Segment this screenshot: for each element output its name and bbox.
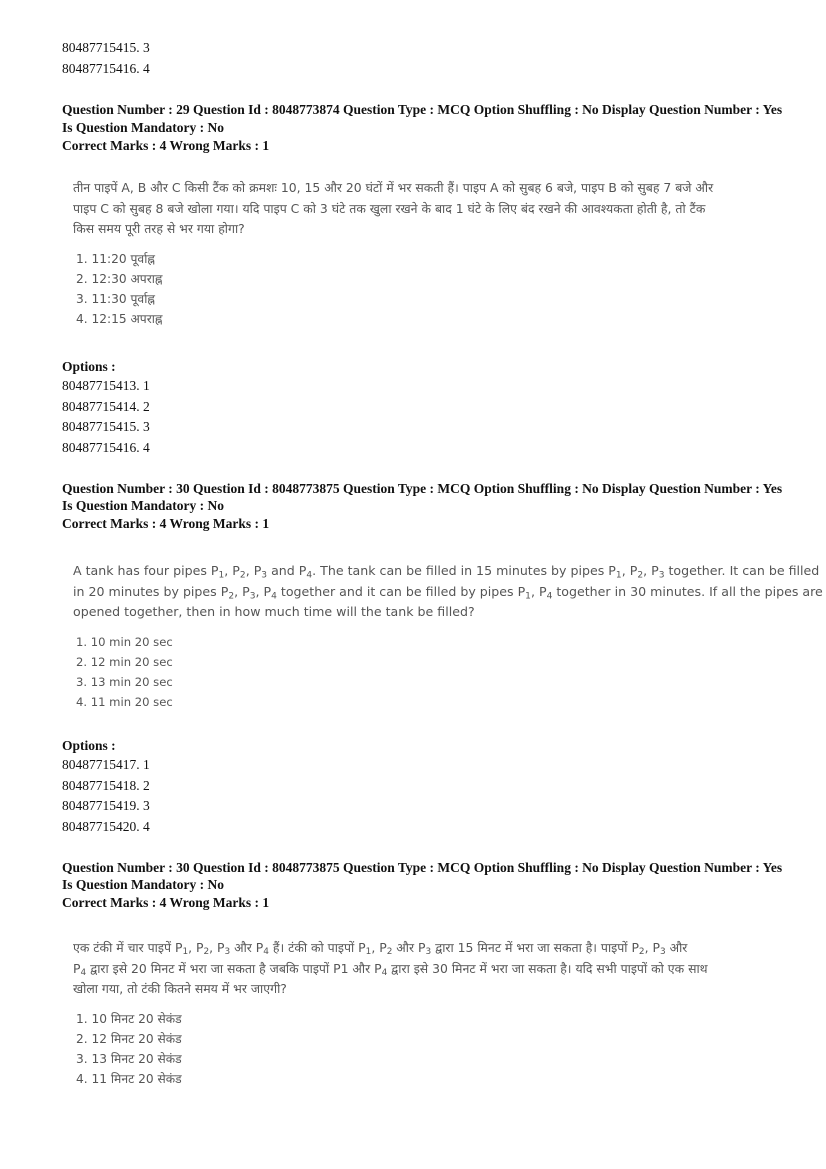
question-text-line: खोला गया, तो टंकी कितने समय में भर जाएगी?: [73, 981, 287, 996]
option-line: 80487715415. 3: [62, 419, 150, 434]
option-line: 80487715414. 2: [62, 399, 150, 414]
question-marks: Correct Marks : 4 Wrong Marks : 1: [62, 138, 270, 153]
choice-item: 2. 12 मिनट 20 सेकंड: [76, 1031, 182, 1046]
question-mandatory: Is Question Mandatory : No: [62, 120, 225, 135]
question-image: [73, 561, 823, 713]
question-image: [73, 178, 713, 330]
option-line: 80487715420. 4: [62, 819, 150, 834]
question-text-line: opened together, then in how much time will the tank be filled?: [73, 604, 475, 619]
question-mandatory: Is Question Mandatory : No: [62, 498, 225, 513]
choice-item: 1. 10 min 20 sec: [76, 634, 173, 649]
question-text-line: किस समय पूरी तरह से भर गया होगा?: [73, 221, 245, 236]
option-line: 80487715418. 2: [62, 778, 150, 793]
choice-list: [73, 249, 713, 330]
choice-item: 3. 13 min 20 sec: [76, 675, 173, 690]
question-header: Question Number : 30 Question Id : 8048773875 Question Type : MCQ Option Shuffling : No Display Question Number : Yes: [62, 860, 783, 875]
option-line: 80487715415. 3: [62, 40, 150, 55]
question-header: Question Number : 30 Question Id : 8048773875 Question Type : MCQ Option Shuffling : No Display Question Number : Yes: [62, 481, 783, 496]
question-text-line: पाइप C को सुबह 8 बजे खोला गया। यदि पाइप C को 3 घंटे तक खुला रखने के बाद 1 घंटे के लिए बंद रखने की आवश्यकता होती है, तो टैंक: [73, 200, 706, 216]
question-mandatory: Is Question Mandatory : No: [62, 877, 225, 892]
choice-item: 4. 11 मिनट 20 सेकंड: [76, 1072, 182, 1087]
question-marks: Correct Marks : 4 Wrong Marks : 1: [62, 516, 270, 531]
choice-list: [73, 632, 823, 713]
option-line: 80487715417. 1: [62, 757, 150, 772]
question-text-line: $P_4$ द्वारा इसे 20 मिनट में भरा जा सकता है जबकि पाइपों P1 और $P_4$ द्वारा इसे 30 मिनट में भरा जा सकता है। यदि सभी पाइपों को एक साथ: [73, 960, 708, 978]
choice-item: 1. 10 मिनट 20 सेकंड: [76, 1011, 182, 1026]
choice-item: 1. 11:20 पूर्वाह्न: [76, 251, 155, 266]
question-text-line: in 20 minutes by pipes $P_2$, $P_3$, $P_4$ together and it can be filled by pipes $P_1$, $P_4$ together in 30 minutes. If all the pipes are: [73, 583, 823, 601]
choice-item: 3. 13 मिनट 20 सेकंड: [76, 1052, 182, 1067]
options-label: Options :: [62, 738, 116, 753]
choice-list: [73, 1009, 708, 1090]
option-line: 80487715416. 4: [62, 440, 150, 455]
question-text-line: एक टंकी में चार पाइपें $P_1$, $P_2$, $P_3$ और $P_4$ हैं। टंकी को पाइपों $P_1$, $P_2$ और $P_3$ द्वारा 15 मिनट में भरा जा सकता है। पाइपों $P_2$, $P_3$ और: [73, 940, 688, 958]
question-marks: Correct Marks : 4 Wrong Marks : 1: [62, 895, 270, 910]
choice-item: 3. 11:30 पूर्वाह्न: [76, 292, 155, 307]
choice-item: 2. 12 min 20 sec: [76, 654, 173, 669]
question-header: Question Number : 29 Question Id : 8048773874 Question Type : MCQ Option Shuffling : No Display Question Number : Yes: [62, 102, 783, 117]
question-text-line: A tank has four pipes $P_1$, $P_2$, $P_3$ and $P_4$. The tank can be filled in 15 minutes by pipes $P_1$, $P_2$, $P_3$ together. It can be filled: [73, 563, 820, 581]
choice-item: 2. 12:30 अपराह्न: [76, 271, 163, 286]
options-label: Options :: [62, 359, 116, 374]
option-line: 80487715416. 4: [62, 61, 150, 76]
question-image: [73, 938, 708, 1090]
question-text-line: तीन पाइपें A, B और C किसी टैंक को क्रमशः 10, 15 और 20 घंटों में भर सकती हैं। पाइप A को सुबह 6 बजे, पाइप B को सुबह 7 बजे और: [73, 180, 714, 195]
option-line: 80487715419. 3: [62, 798, 150, 813]
option-line: 80487715413. 1: [62, 378, 150, 393]
choice-item: 4. 11 min 20 sec: [76, 695, 173, 710]
choice-item: 4. 12:15 अपराह्न: [76, 312, 163, 327]
